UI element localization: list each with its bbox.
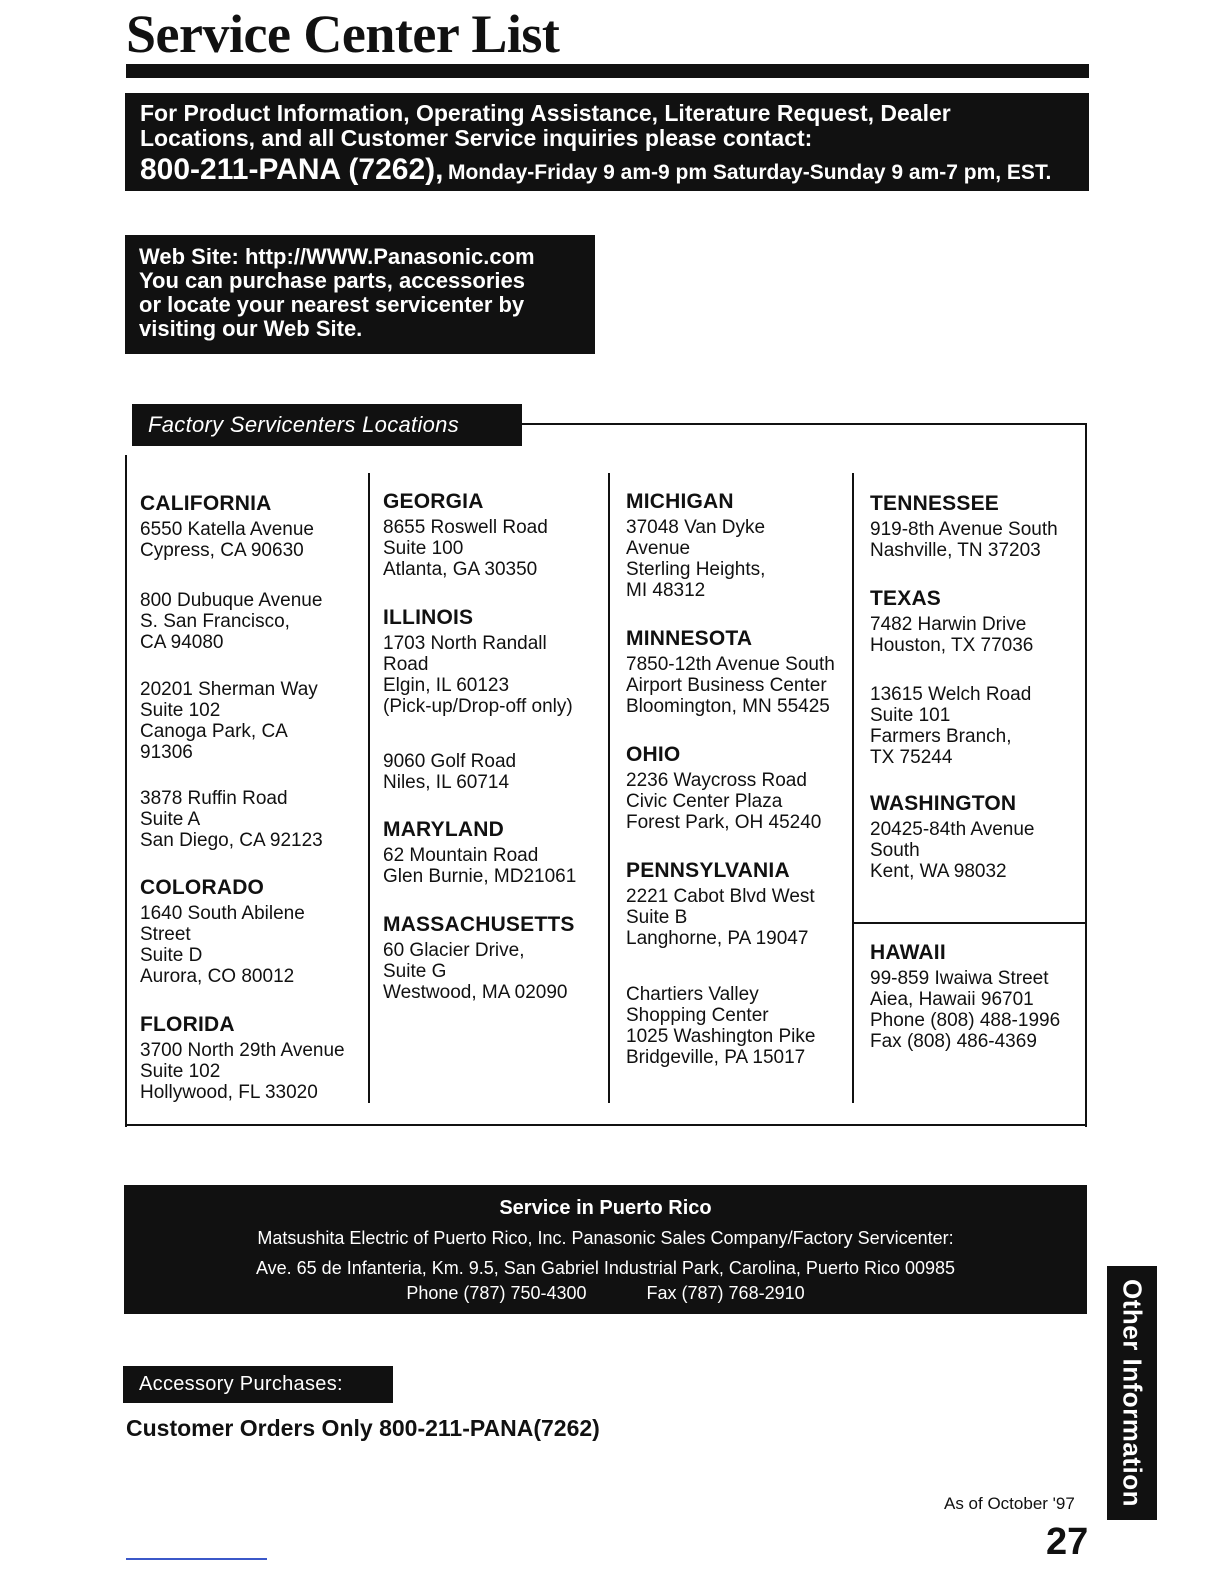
state-name: MINNESOTA bbox=[626, 627, 753, 650]
address-line: Street bbox=[140, 924, 191, 945]
state-minnesota bbox=[626, 627, 858, 717]
state-tennessee bbox=[870, 492, 1102, 561]
address bbox=[140, 590, 372, 653]
state-florida bbox=[140, 1013, 372, 1103]
address-line: Suite 102 bbox=[140, 1061, 221, 1082]
title-rule bbox=[126, 64, 1089, 78]
address-line: 13615 Welch Road bbox=[870, 684, 1032, 705]
puerto-rico-phone: Phone (787) 750-4300 bbox=[406, 1283, 587, 1303]
address-line: Road bbox=[383, 654, 429, 675]
address-line: 37048 Van Dyke bbox=[626, 517, 766, 538]
address bbox=[383, 517, 615, 580]
address bbox=[870, 614, 1102, 656]
address-line: 3878 Ruffin Road bbox=[140, 788, 288, 809]
address-line: Langhorne, PA 19047 bbox=[626, 928, 809, 949]
address-line: 99-859 Iwaiwa Street bbox=[870, 968, 1049, 989]
state-michigan bbox=[626, 490, 858, 601]
address bbox=[626, 517, 858, 601]
address-line: Suite B bbox=[626, 907, 688, 928]
state-washington bbox=[870, 792, 1102, 882]
page-number: 27 bbox=[1046, 1521, 1089, 1563]
address-line: Chartiers Valley bbox=[626, 984, 759, 1005]
address bbox=[383, 940, 615, 1003]
state-name: WASHINGTON bbox=[870, 792, 1017, 815]
address-line: Atlanta, GA 30350 bbox=[383, 559, 538, 580]
address bbox=[870, 519, 1102, 561]
address-line: Shopping Center bbox=[626, 1005, 769, 1026]
address-line: (Pick-up/Drop-off only) bbox=[383, 696, 573, 717]
address-line: 20425-84th Avenue bbox=[870, 819, 1035, 840]
state-colorado bbox=[140, 876, 372, 987]
state-name: MICHIGAN bbox=[626, 490, 734, 513]
address-line: Bloomington, MN 55425 bbox=[626, 696, 830, 717]
address-line: 6550 Katella Avenue bbox=[140, 519, 314, 540]
state-name: FLORIDA bbox=[140, 1013, 235, 1036]
state-name: ILLINOIS bbox=[383, 606, 474, 629]
website-line: Web Site: http://WWW.Panasonic.com bbox=[139, 244, 535, 269]
address-line: S. San Francisco, bbox=[140, 611, 290, 632]
address-line: Cypress, CA 90630 bbox=[140, 540, 304, 561]
address-line: Suite D bbox=[140, 945, 203, 966]
address bbox=[870, 819, 1102, 882]
puerto-rico-contact bbox=[124, 1281, 1087, 1306]
customer-orders: Customer Orders Only 800-211-PANA(7262) bbox=[126, 1415, 600, 1441]
state-pennsylvania bbox=[626, 859, 858, 949]
address-line: Forest Park, OH 45240 bbox=[626, 812, 822, 833]
accessory-label: Accessory Purchases: bbox=[123, 1366, 393, 1403]
puerto-rico-fax: Fax (787) 768-2910 bbox=[646, 1283, 805, 1303]
address-line: 8655 Roswell Road bbox=[383, 517, 548, 538]
section-tab-label: Other Information bbox=[1117, 1278, 1148, 1508]
address-line: Niles, IL 60714 bbox=[383, 772, 510, 793]
address-line: 1640 South Abilene bbox=[140, 903, 305, 924]
address-line: CA 94080 bbox=[140, 632, 224, 653]
puerto-rico-box bbox=[124, 1185, 1087, 1314]
state-ohio bbox=[626, 743, 858, 833]
website-line: or locate your nearest servicenter by bbox=[139, 292, 525, 317]
address-line: Farmers Branch, bbox=[870, 726, 1012, 747]
address-line: 9060 Golf Road bbox=[383, 751, 517, 772]
address-line: TX 75244 bbox=[870, 747, 953, 768]
address-line: Westwood, MA 02090 bbox=[383, 982, 568, 1003]
address bbox=[870, 968, 1102, 1052]
state-georgia bbox=[383, 490, 615, 580]
address bbox=[870, 684, 1102, 768]
state-maryland bbox=[383, 818, 615, 887]
address-line: Bridgeville, PA 15017 bbox=[626, 1047, 806, 1068]
address-line: 91306 bbox=[140, 742, 193, 763]
address-line: Sterling Heights, bbox=[626, 559, 766, 580]
as-of-date: As of October '97 bbox=[944, 1494, 1075, 1513]
hawaii-divider bbox=[853, 922, 1085, 924]
address-line: Phone (808) 488-1996 bbox=[870, 1010, 1061, 1031]
address bbox=[140, 1040, 372, 1103]
address-line: Aurora, CO 80012 bbox=[140, 966, 295, 987]
state-name: GEORGIA bbox=[383, 490, 484, 513]
address bbox=[626, 654, 858, 717]
contact-line-2: Locations, and all Customer Service inquiries please contact: bbox=[140, 125, 813, 151]
website-line: visiting our Web Site. bbox=[139, 316, 363, 341]
address-line: South bbox=[870, 840, 920, 861]
locations-box-left bbox=[125, 455, 127, 1127]
address-line: Suite A bbox=[140, 809, 201, 830]
state-hawaii bbox=[870, 941, 1102, 1052]
address-line: 62 Mountain Road bbox=[383, 845, 539, 866]
locations-box-bottom bbox=[125, 1124, 1087, 1126]
state-name: MASSACHUSETTS bbox=[383, 913, 575, 936]
address-line: Canoga Park, CA bbox=[140, 721, 288, 742]
address-line: Glen Burnie, MD21061 bbox=[383, 866, 577, 887]
address-line: Houston, TX 77036 bbox=[870, 635, 1034, 656]
address-line: 2236 Waycross Road bbox=[626, 770, 807, 791]
address bbox=[140, 679, 372, 763]
address bbox=[383, 845, 615, 887]
address-line: Kent, WA 98032 bbox=[870, 861, 1007, 882]
website-line: You can purchase parts, accessories bbox=[139, 268, 525, 293]
address bbox=[626, 886, 858, 949]
address-line: Suite 101 bbox=[870, 705, 951, 726]
address-line: Suite G bbox=[383, 961, 447, 982]
state-texas bbox=[870, 587, 1102, 656]
address-line: 919-8th Avenue South bbox=[870, 519, 1058, 540]
address-line: Airport Business Center bbox=[626, 675, 827, 696]
section-tab bbox=[1107, 1266, 1157, 1520]
address-line: Suite 102 bbox=[140, 700, 221, 721]
address-line: Aiea, Hawaii 96701 bbox=[870, 989, 1034, 1010]
address-line: Hollywood, FL 33020 bbox=[140, 1082, 318, 1103]
contact-line-1: For Product Information, Operating Assistance, Literature Request, Dealer bbox=[140, 100, 951, 126]
state-name: MARYLAND bbox=[383, 818, 504, 841]
state-massachusetts bbox=[383, 913, 615, 1003]
contact-box bbox=[125, 93, 1089, 191]
state-name: COLORADO bbox=[140, 876, 265, 899]
footer-rule bbox=[126, 1558, 267, 1560]
address bbox=[140, 519, 372, 561]
address-line: 7482 Harwin Drive bbox=[870, 614, 1027, 635]
address bbox=[140, 903, 372, 987]
contact-phone: 800-211-PANA (7262), bbox=[140, 153, 444, 186]
address bbox=[626, 984, 858, 1068]
address-line: 2221 Cabot Blvd West bbox=[626, 886, 815, 907]
address-line: MI 48312 bbox=[626, 580, 706, 601]
address-line: Suite 100 bbox=[383, 538, 464, 559]
address-line: 7850-12th Avenue South bbox=[626, 654, 835, 675]
state-name: TENNESSEE bbox=[870, 492, 999, 515]
address bbox=[626, 770, 858, 833]
state-name: CALIFORNIA bbox=[140, 492, 272, 515]
address-line: 800 Dubuque Avenue bbox=[140, 590, 323, 611]
contact-hours: Monday-Friday 9 am-9 pm Saturday-Sunday 9 am-7 pm, EST. bbox=[447, 161, 1052, 184]
state-name: HAWAII bbox=[870, 941, 946, 964]
address-line: Fax (808) 486-4369 bbox=[870, 1031, 1037, 1052]
address-line: 60 Glacier Drive, bbox=[383, 940, 525, 961]
address-line: San Diego, CA 92123 bbox=[140, 830, 323, 851]
puerto-rico-address: Ave. 65 de Infanteria, Km. 9.5, San Gabriel Industrial Park, Carolina, Puerto Rico 00985 bbox=[255, 1258, 956, 1278]
address-line: Elgin, IL 60123 bbox=[383, 675, 510, 696]
address-line: Avenue bbox=[626, 538, 691, 559]
locations-title: Factory Servicenters Locations bbox=[132, 404, 522, 446]
address bbox=[140, 788, 372, 851]
address-line: Civic Center Plaza bbox=[626, 791, 783, 812]
state-name: PENNSYLVANIA bbox=[626, 859, 790, 882]
contact-phone-line bbox=[140, 152, 1075, 193]
state-california bbox=[140, 492, 372, 561]
address-line: 3700 North 29th Avenue bbox=[140, 1040, 345, 1061]
state-illinois bbox=[383, 606, 615, 717]
address-line: 1025 Washington Pike bbox=[626, 1026, 816, 1047]
address-line: Nashville, TN 37203 bbox=[870, 540, 1041, 561]
address bbox=[383, 633, 615, 717]
page-title: Service Center List bbox=[126, 4, 560, 64]
address-line: 20201 Sherman Way bbox=[140, 679, 318, 700]
puerto-rico-heading: Service in Puerto Rico bbox=[499, 1197, 712, 1219]
address bbox=[383, 751, 615, 793]
puerto-rico-company: Matsushita Electric of Puerto Rico, Inc. Panasonic Sales Company/Factory Servicenter: bbox=[257, 1228, 954, 1248]
address-line: 1703 North Randall bbox=[383, 633, 547, 654]
locations-top-rule bbox=[522, 423, 1087, 425]
website-box bbox=[125, 235, 595, 354]
state-name: OHIO bbox=[626, 743, 681, 766]
state-name: TEXAS bbox=[870, 587, 942, 610]
